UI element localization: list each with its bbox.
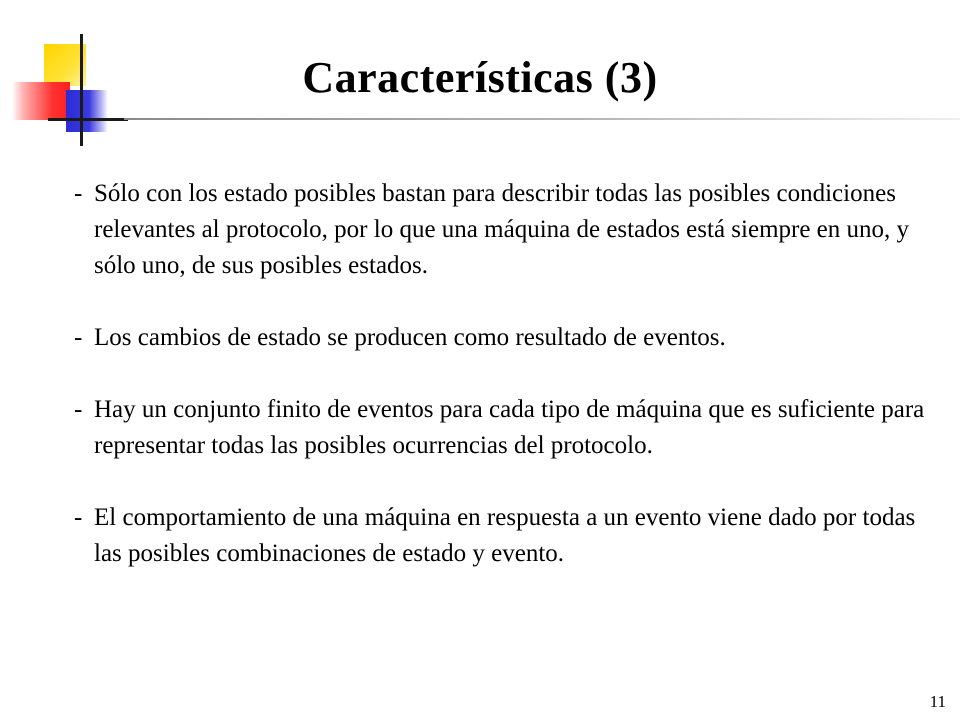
- dash-bullet: -: [74, 324, 83, 351]
- content-item-text: Sólo con los estado posibles bastan para describir todas las posibles condiciones relevantes al protocolo, por lo que una máquina de estados está siempre en uno, y sólo uno, de sus posibles estados.: [94, 180, 910, 279]
- slide-content-list: [74, 176, 934, 572]
- content-item-text: Hay un conjunto finito de eventos para cada tipo de máquina que es suficiente para representar todas las posibles ocurrencias del protocolo.: [94, 396, 925, 459]
- content-item: [74, 392, 934, 464]
- content-item: [74, 500, 934, 572]
- content-item-text: Los cambios de estado se producen como resultado de eventos.: [94, 324, 726, 351]
- slide-title: Características (3): [302, 53, 658, 102]
- title-underline-rule: [124, 118, 960, 120]
- dash-bullet: -: [74, 396, 83, 423]
- content-item: [74, 320, 934, 356]
- dash-bullet: -: [74, 180, 83, 207]
- content-item-text: El comportamiento de una máquina en respuesta a un evento viene dado por todas las posibles combinaciones de estado y evento.: [94, 504, 916, 567]
- slide-number: 11: [929, 692, 946, 711]
- dash-bullet: -: [74, 504, 83, 531]
- content-item: [74, 176, 934, 284]
- logo-horizontal-line: [48, 118, 128, 121]
